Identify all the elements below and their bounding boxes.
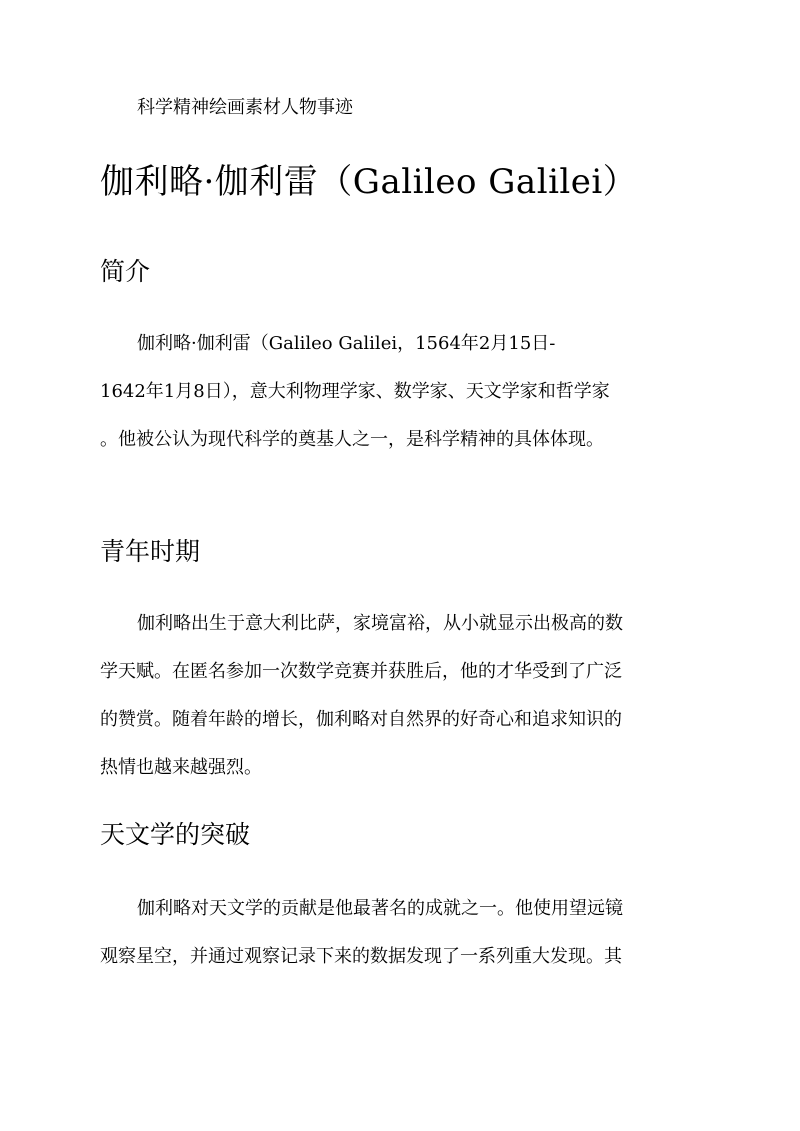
paragraph-line: 伽利略·伽利雷（Galileo Galilei，1564年2月15日- <box>137 333 556 354</box>
paragraph-line: 伽利略对天文学的贡献是他最著名的成就之一。他使用望远镜 <box>137 898 623 919</box>
section-heading-intro: 简介 <box>100 257 151 286</box>
paragraph-line: 伽利略出生于意大利比萨，家境富裕，从小就显示出极高的数 <box>137 613 623 634</box>
section-paragraph-intro <box>100 320 700 464</box>
section-heading-youth: 青年时期 <box>100 537 201 566</box>
section-heading-astronomy: 天文学的突破 <box>100 820 251 849</box>
document-subtitle: 科学精神绘画素材人物事迹 <box>137 97 353 118</box>
section-paragraph-youth <box>100 600 700 792</box>
paragraph-line: 观察星空，并通过观察记录下来的数据发现了一系列重大发现。其 <box>100 946 622 967</box>
paragraph-line: 学天赋。在匿名参加一次数学竞赛并获胜后，他的才华受到了广泛 <box>100 661 622 682</box>
document-title: 伽利略·伽利雷（Galileo Galilei） <box>100 162 638 202</box>
paragraph-line: 1642年1月8日），意大利物理学家、数学家、天文学家和哲学家 <box>100 381 610 402</box>
paragraph-line: 热情也越来越强烈。 <box>100 757 262 778</box>
section-paragraph-astronomy <box>100 885 700 981</box>
paragraph-line: 的赞赏。随着年龄的增长，伽利略对自然界的好奇心和追求知识的 <box>100 709 622 730</box>
paragraph-line: 。他被公认为现代科学的奠基人之一，是科学精神的具体体现。 <box>100 429 604 450</box>
